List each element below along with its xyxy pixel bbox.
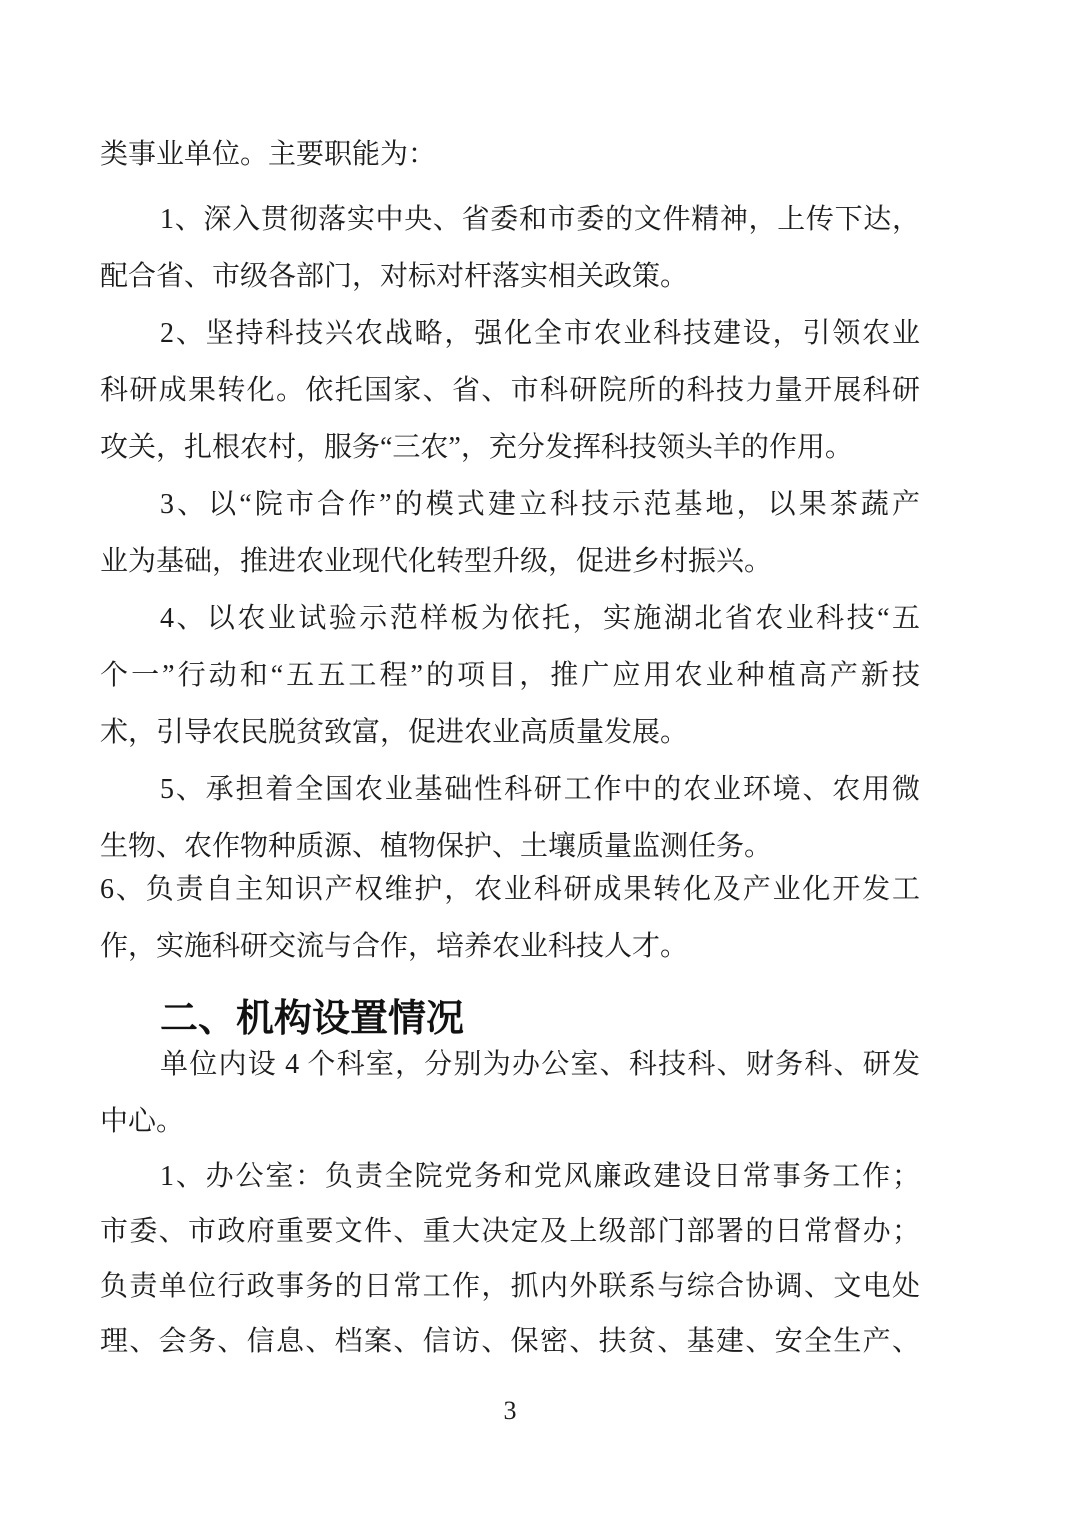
text-line: 3、以“院市合作”的模式建立科技示范基地，以果茶蔬产: [160, 489, 920, 520]
text-line: 术，引导农民脱贫致富，促进农业高质量发展。: [100, 717, 689, 748]
text-line: 1、深入贯彻落实中央、省委和市委的文件精神，上传下达，: [160, 204, 920, 235]
section-heading: 二、机构设置情况: [160, 998, 465, 1040]
text-line: 中心。: [100, 1106, 185, 1137]
text-line: 个一”行动和“五五工程”的项目，推广应用农业种植高产新技: [100, 660, 920, 691]
text-line: 4、以农业试验示范样板为依托，实施湖北省农业科技“五: [160, 603, 920, 634]
text-line: 类事业单位。主要职能为：: [100, 139, 437, 170]
text-line: 生物、农作物种质源、植物保护、土壤质量监测任务。: [100, 831, 773, 862]
document-body: [100, 126, 920, 1370]
text-line: 1、办公室：负责全院党务和党风廉政建设日常事务工作；: [160, 1161, 920, 1192]
text-line: 业为基础，推进农业现代化转型升级，促进乡村振兴。: [100, 546, 773, 577]
text-line: 市委、市政府重要文件、重大决定及上级部门部署的日常督办；: [100, 1216, 920, 1247]
text-line: 配合省、市级各部门，对标对杆落实相关政策。: [100, 261, 689, 292]
text-line: 6、负责自主知识产权维护，农业科研成果转化及产业化开发工: [100, 874, 920, 905]
text-line: 负责单位行政事务的日常工作，抓内外联系与综合协调、文电处: [100, 1271, 920, 1302]
text-line: 科研成果转化。依托国家、省、市科研院所的科技力量开展科研: [100, 375, 920, 406]
text-line: 攻关，扎根农村，服务“三农”，充分发挥科技领头羊的作用。: [100, 432, 853, 463]
text-line: 单位内设 4 个科室，分别为办公室、科技科、财务科、研发: [160, 1049, 920, 1080]
text-line: 2、坚持科技兴农战略，强化全市农业科技建设，引领农业: [160, 318, 920, 349]
text-line: 作，实施科研交流与合作，培养农业科技人才。: [100, 931, 689, 962]
text-line: 5、承担着全国农业基础性科研工作中的农业环境、农用微: [160, 774, 920, 805]
text-line: 理、会务、信息、档案、信访、保密、扶贫、基建、安全生产、: [100, 1326, 920, 1357]
page-number: 3: [503, 1396, 517, 1425]
